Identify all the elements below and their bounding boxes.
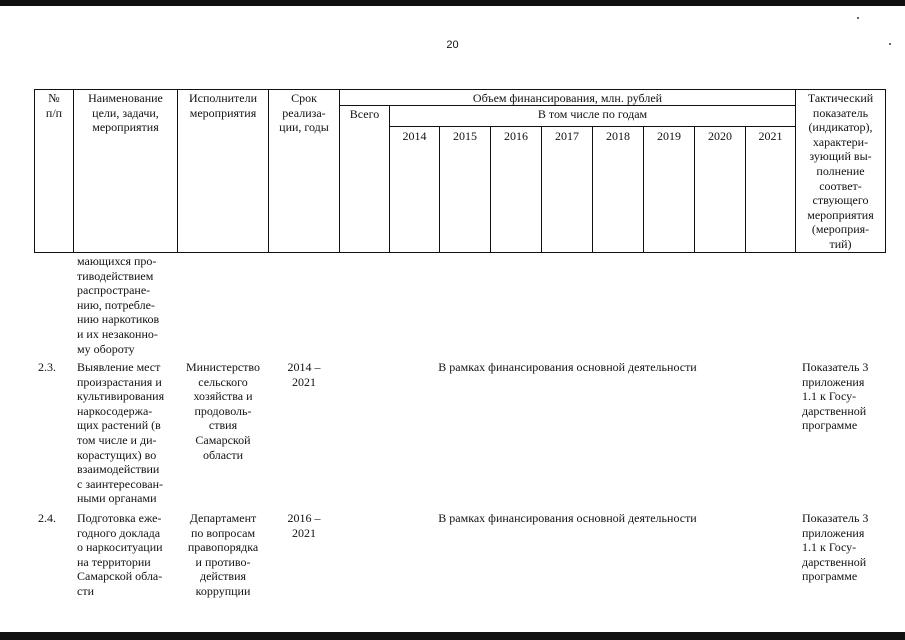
row-number: 2.3. xyxy=(38,360,56,374)
header-funding: Объем финансирования, млн. рублей xyxy=(472,91,663,105)
col-line xyxy=(643,126,644,253)
table-border-top xyxy=(34,89,886,90)
row-name: Выявление мест произрастания и культивирования наркосодержа- щих растений (в том числе и ди- корастущих) во взаимодействии с заинтересован- ными органами xyxy=(77,360,165,506)
row-number: 2.4. xyxy=(38,511,56,525)
header-year: 2014 xyxy=(402,129,427,143)
header-year: 2021 xyxy=(758,129,783,143)
header-year: 2015 xyxy=(453,129,477,143)
continued-row-text: мающихся про- тиводействием распростране- нию, потребле- нию наркотиков и их незаконно- му обороту xyxy=(77,254,160,356)
col-line xyxy=(745,126,746,253)
header-year: 2020 xyxy=(708,129,732,143)
header-name: Наименование цели, задачи, мероприятия xyxy=(88,91,163,135)
row-funding: В рамках финансирования основной деятельности xyxy=(438,511,697,525)
col-line xyxy=(389,105,390,253)
col-line xyxy=(592,126,593,253)
header-year: 2016 xyxy=(504,129,528,143)
row-executor: Департамент по вопросам правопорядка и противо- действия коррупции xyxy=(187,511,259,598)
col-line xyxy=(439,126,440,253)
header-year: 2019 xyxy=(657,129,681,143)
header-by-years: В том числе по годам xyxy=(537,107,648,121)
header-term: Срок реализа- ции, годы xyxy=(279,91,329,135)
row-term: 2014 – 2021 xyxy=(287,360,321,389)
table-border-bottom xyxy=(34,252,886,253)
col-line xyxy=(490,126,491,253)
scan-bottom-border xyxy=(0,632,905,640)
header-num: № п/п xyxy=(45,91,63,120)
header-executors: Исполнители мероприятия xyxy=(188,91,258,120)
row-indicator: Показатель 3 приложения 1.1 к Госу- дарственной программе xyxy=(802,511,869,584)
row-name: Подготовка еже- годного доклада о наркоситуации на территории Самарской обла- сти xyxy=(77,511,163,598)
col-line xyxy=(885,89,886,253)
col-line xyxy=(694,126,695,253)
scan-speck xyxy=(857,17,859,19)
row-indicator: Показатель 3 приложения 1.1 к Госу- дарственной программе xyxy=(802,360,869,433)
scan-top-border xyxy=(0,0,905,6)
header-total: Всего xyxy=(349,107,380,121)
page-number: 20 xyxy=(446,39,459,51)
row-executor: Министерство сельского хозяйства и продоволь- ствия Самарской области xyxy=(186,360,260,462)
header-year: 2018 xyxy=(606,129,630,143)
row-term: 2016 – 2021 xyxy=(287,511,321,540)
row-funding: В рамках финансирования основной деятельности xyxy=(438,360,697,374)
col-line xyxy=(541,126,542,253)
header-year: 2017 xyxy=(555,129,579,143)
header-indicator: Тактический показатель (индикатор), характери- зующий вы- полнение соответ- ствующего мероприятия (мероприя- тий) xyxy=(807,91,874,251)
